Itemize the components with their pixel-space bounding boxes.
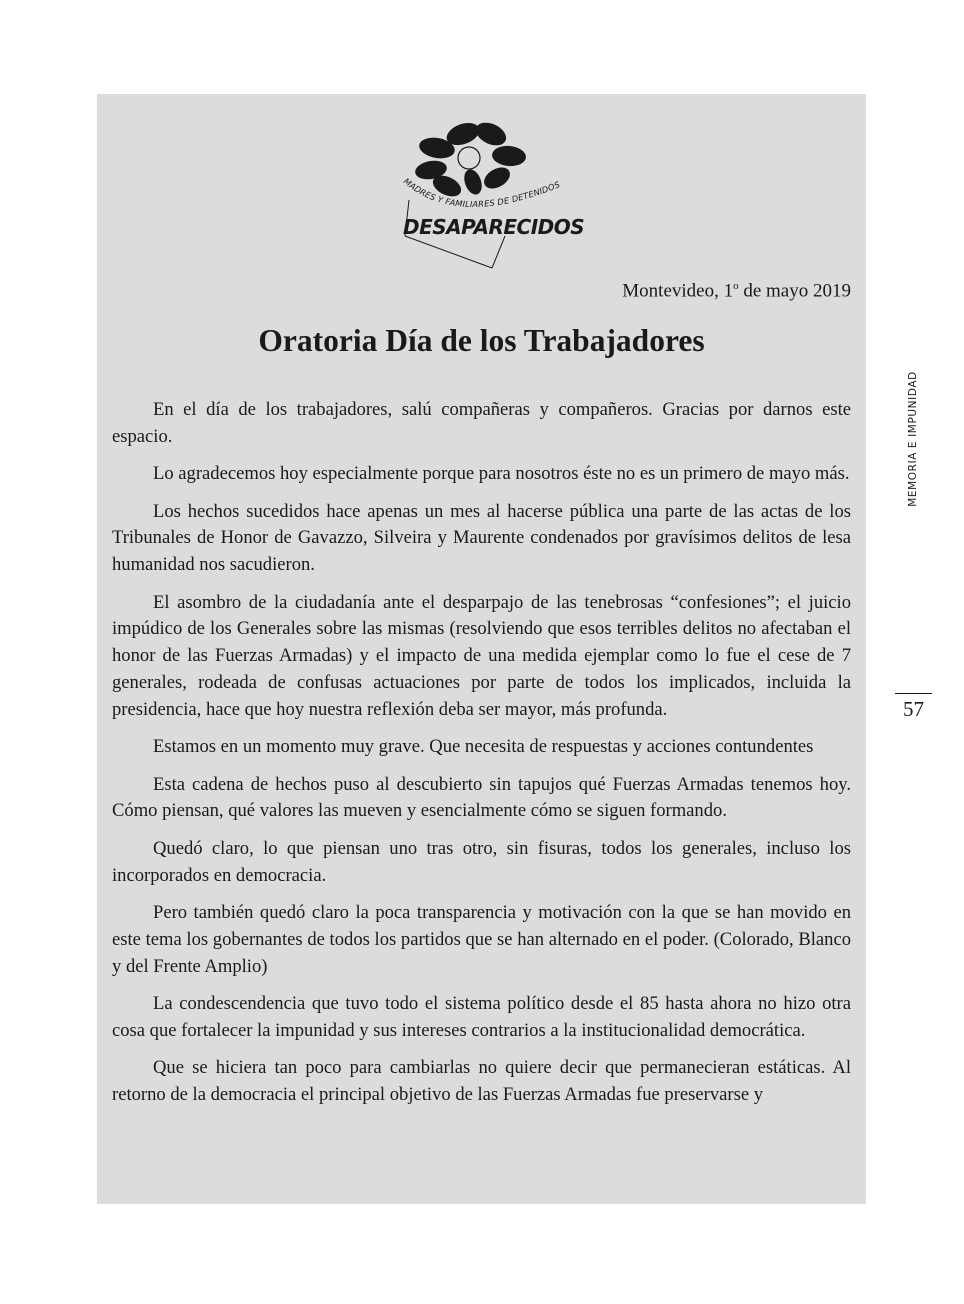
side-label-text: MEMORIA E IMPUNIDAD (907, 371, 919, 507)
paragraph: Pero también quedó claro la poca transparencia y motivación con la que se han movido en este tema los gobernantes de todos los partidos que se han alternado en el poder. (Colorado, Blanco y del Frente Amplio) (112, 901, 851, 977)
page-title: Oratoria Día de los Trabajadores (258, 323, 705, 358)
paragraph: La condescendencia que tuvo todo el sistema político desde el 85 hasta ahora no hizo otra cosa que fortalecer la impunidad y sus intereses contrarios a la institucionalidad democrática. (112, 992, 851, 1041)
svg-text:MADRES Y FAMILIARES DE DETENID (402, 176, 562, 209)
paragraph: Los hechos sucedidos hace apenas un mes al hacerse pública una parte de las actas de los Tribunales de Honor de Gavazzo, Silveira y Maurente condenados por gravísimos delitos de lesa humanidad nos sacudieron. (112, 500, 851, 576)
logo-arc-text: MADRES Y FAMILIARES DE DETENIDOS (401, 175, 562, 210)
organization-logo (397, 112, 585, 257)
daisy-flower-icon (397, 112, 585, 257)
logo-wordmark: DESAPARECIDOS (403, 215, 585, 239)
paragraph: Que se hiciera tan poco para cambiarlas no quiere decir que permanecieran estáticas. Al retorno de la democracia el principal objetivo de las Fuerzas Armadas fue preservarse y (112, 1057, 851, 1105)
dateline-ordinal: o (733, 280, 739, 292)
paragraph: Lo agradecemos hoy especialmente porque para nosotros éste no es un primero de mayo más. (153, 463, 850, 485)
paragraph: Quedó claro, lo que piensan uno tras otro, sin fisuras, todos los generales, incluso los incorporados en democracia. (112, 837, 851, 886)
dateline (622, 280, 851, 302)
dateline-rest: de mayo 2019 (738, 280, 851, 302)
paragraph: Estamos en un momento muy grave. Que necesita de respuestas y acciones contundentes (153, 736, 814, 758)
paragraph: Esta cadena de hechos puso al descubierto sin tapujos qué Fuerzas Armadas tenemos hoy. Cómo piensan, qué valores las mueven y esencialmente cómo se siguen formando. (112, 773, 851, 822)
page-number-rule (895, 693, 932, 694)
section-side-label (905, 368, 921, 510)
page-number: 57 (903, 697, 924, 721)
speech-body (112, 397, 851, 1119)
paragraph: El asombro de la ciudadanía ante el desparpajo de las tenebrosas “confesiones”; el juicio impúdico de los Generales sobre las mismas (resolviendo que esos terribles delitos no afectaban el honor de las Fuerzas Armadas) y el impacto de una medida ejemplar como lo fue el cese de 7 generales, rodeada de confusas actuaciones por parte de todos los implicados, incluida la presidencia, hace que hoy nuestra reflexión deba ser mayor, más profunda. (112, 591, 851, 720)
page-content-box (97, 94, 866, 1204)
dateline-place: Montevideo, 1 (622, 280, 734, 302)
paragraph: En el día de los trabajadores, salú compañeras y compañeros. Gracias por darnos este espacio. (112, 399, 851, 447)
